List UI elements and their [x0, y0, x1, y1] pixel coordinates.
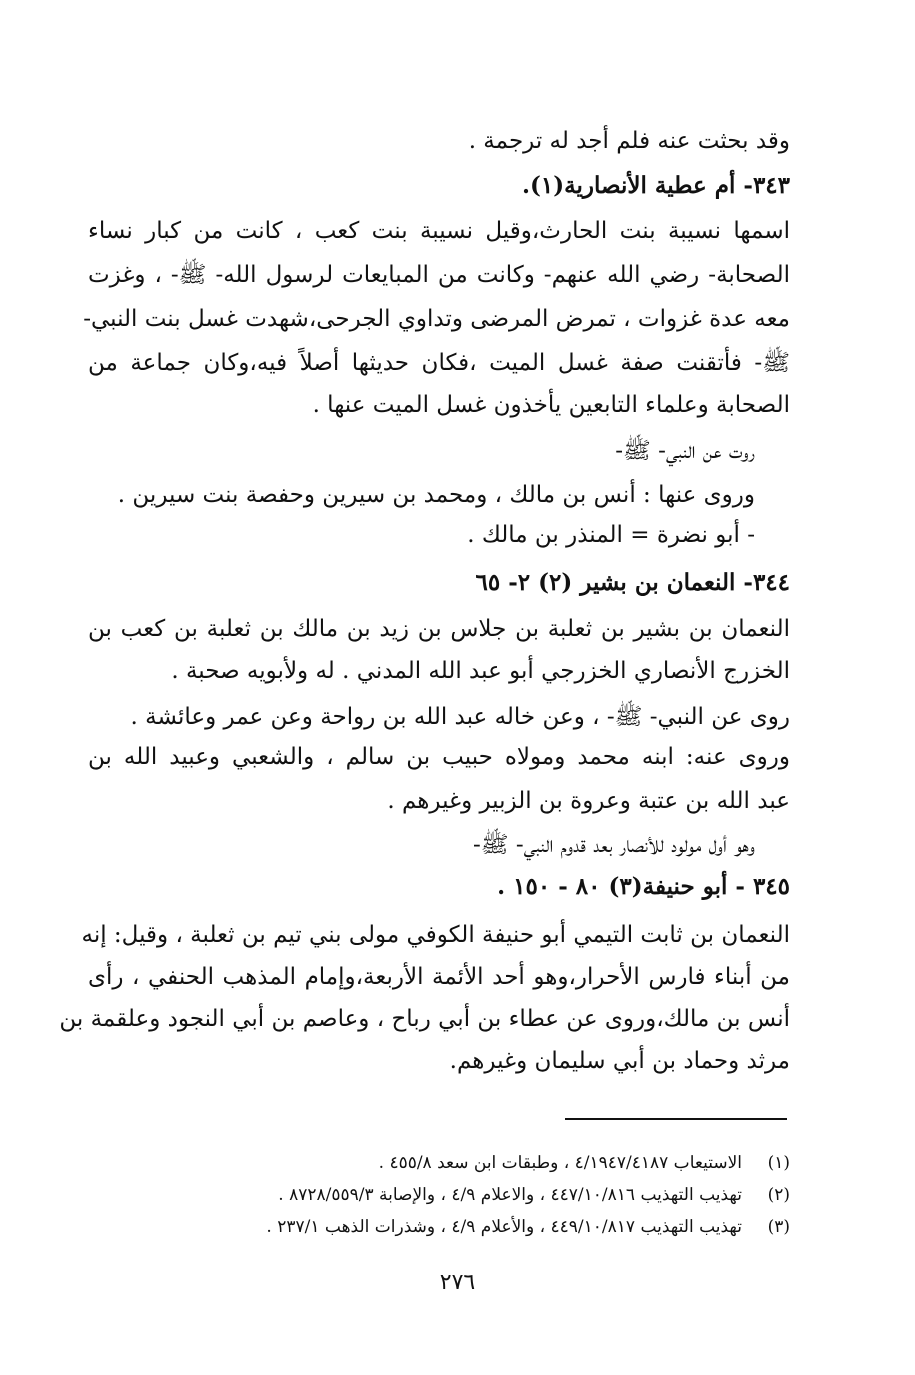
entry-344-narrators-line: عبد الله بن عتبة وعروة بن الزبير وغيرهم .	[387, 788, 790, 814]
entry-344-first-born: وهو أول مولود للأنصار بعد قدوم النبي- ﷺ-	[473, 832, 755, 858]
entry-345-paragraph-line: النعمان بن ثابت التيمي أبو حنيفة الكوفي مولى بني تيم بن ثعلبة ، وقيل: إنه	[81, 922, 790, 948]
footnote-number: (٣)	[767, 1217, 790, 1237]
entry-343-abu-nadra: - أبو نضرة = المنذر بن مالك .	[467, 522, 755, 548]
entry-343-heading: ٣٤٣- أم عطية الأنصارية(١).	[522, 172, 790, 199]
page-number: ٢٧٦	[439, 1270, 476, 1295]
entry-344-narrators-line: وروى عنه: ابنه محمد ومولاه حبيب بن سالم ، والشعبي وعبيد الله بن	[88, 744, 790, 770]
footnote-text: تهذيب التهذيب ٤٤٩/١٠/٨١٧ ، والأعلام ٤/٩ ، وشذرات الذهب ٢٣٧/١ .	[266, 1217, 742, 1237]
entry-345-paragraph-line: أنس بن مالك،وروى عن عطاء بن أبي رباح ، وعاصم بن أبي النجود وعلقمة بن	[59, 1006, 790, 1032]
entry-344-heading: ٣٤٤- النعمان بن بشير (٢) ٢- ٦٥	[475, 569, 790, 596]
entry-344-paragraph-line: النعمان بن بشير بن ثعلبة بن جلاس بن زيد بن مالك بن ثعلبة بن كعب بن	[88, 616, 790, 642]
entry-343-narrators: وروى عنها : أنس بن مالك ، ومحمد بن سيرين وحفصة بنت سيرين .	[117, 482, 755, 508]
entry-344-paragraph-line: الخزرج الأنصاري الخزرجي أبو عبد الله المدني . له ولأبويه صحبة .	[171, 658, 790, 684]
footnote-number: (١)	[767, 1153, 790, 1173]
footnote	[278, 1183, 790, 1207]
intro-line: وقد بحثت عنه فلم أجد له ترجمة .	[468, 128, 790, 154]
entry-345-heading: ٣٤٥ - أبو حنيفة(٣) ٨٠ - ١٥٠ .	[497, 873, 790, 900]
entry-343-paragraph-line: الصحابة وعلماء التابعين يأخذون غسل الميت عنها .	[312, 392, 790, 418]
entry-343-paragraph-line: ﷺ- فأتقنت صفة غسل الميت ،فكان حديثها أصلاً فيه،وكان جماعة من	[88, 350, 790, 376]
footnote-text: تهذيب التهذيب ٤٤٧/١٠/٨١٦ ، والاعلام ٤/٩ ، والإصابة ٨٧٢٨/٥٥٩/٣ .	[278, 1185, 742, 1205]
entry-344-narrated-from: روى عن النبي- ﷺ- ، وعن خاله عبد الله بن رواحة وعن عمر وعائشة .	[130, 704, 790, 730]
entry-345-paragraph-line: مرثد وحماد بن أبي سليمان وغيرهم.	[449, 1048, 790, 1074]
entry-343-narrated-from: روت عن النبي- ﷺ-	[615, 438, 755, 464]
entry-343-paragraph-line: الصحابة- رضي الله عنهم- وكانت من المبايعات لرسول الله- ﷺ- ، وغزت	[88, 262, 790, 288]
footnote	[266, 1215, 790, 1239]
entry-343-paragraph-line: معه عدة غزوات ، تمرض المرضى وتداوي الجرحى،شهدت غسل بنت النبي-	[83, 306, 790, 332]
footnote-text: الاستيعاب ٤/١٩٤٧/٤١٨٧ ، وطبقات ابن سعد ٤٥٥/٨ .	[378, 1153, 742, 1173]
footnote-number: (٢)	[767, 1185, 790, 1205]
entry-343-paragraph-line: اسمها نسيبة بنت الحارث،وقيل نسيبة بنت كعب ، كانت من كبار نساء	[88, 218, 790, 244]
footnote-separator	[565, 1118, 787, 1120]
entry-345-paragraph-line: من أبناء فارس الأحرار،وهو أحد الأئمة الأربعة،وإمام المذهب الحنفي ، رأى	[88, 964, 790, 990]
footnote	[379, 1151, 790, 1175]
